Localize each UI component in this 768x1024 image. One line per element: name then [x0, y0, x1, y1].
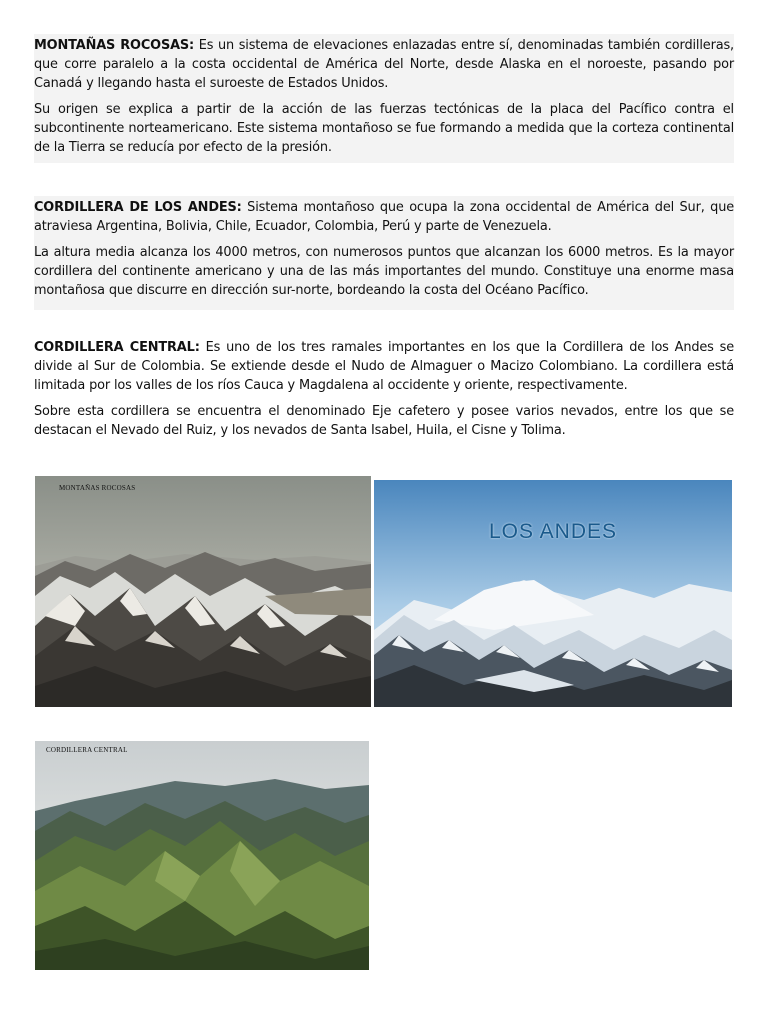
section-andes — [34, 196, 734, 310]
rocosas-paragraph-1 — [34, 36, 734, 93]
photo-los-andes — [374, 480, 732, 707]
rocosas-mountain-image — [35, 476, 371, 707]
andes-paragraph-1 — [34, 198, 734, 236]
photo-cordillera-central — [35, 741, 369, 970]
andes-paragraph-2: La altura media alcanza los 4000 metros, con numerosos puntos que alcanzan los 6000 metros. Es la mayor cordillera del continente americano y una de las más importantes del mundo. Constituye una enorme masa montañosa que discurre en dirección sur-norte, bordeando la costa del Océano Pacífico. — [34, 245, 734, 298]
central-intro: Es uno de los tres ramales importantes en los que la Cordillera de los Andes se divide al Sur de Colombia. Se extiende desde el Nudo de Almaguer o Macizo Colombiano. La cordillera está limitada por los valles de los ríos Cauca y Magdalena al occidente y oriente, respectivamente. — [34, 340, 734, 393]
rocosas-heading: MONTAÑAS ROCOSAS: — [34, 38, 195, 53]
central-paragraph-2: Sobre esta cordillera se encuentra el denominado Eje cafetero y posee varios nevados, entre los que se destacan el Nevado del Ruiz, y los nevados de Santa Isabel, Huila, el Cisne y Tolima. — [34, 404, 734, 438]
rocosas-intro: Es un sistema de elevaciones enlazadas entre sí, denominadas también cordilleras, que corre paralelo a la costa occidental de América del Norte, desde Alaska en el noroeste, pasando por Canadá y llegando hasta el suroeste de Estados Unidos. — [34, 38, 734, 91]
central-mountain-image — [35, 741, 369, 970]
central-paragraph-1 — [34, 338, 734, 395]
andes-photo-caption: LOS ANDES — [488, 520, 618, 543]
section-central — [34, 338, 734, 440]
andes-mountain-image — [374, 480, 732, 707]
andes-heading: CORDILLERA DE LOS ANDES: — [34, 200, 242, 215]
rocosas-photo-caption: MONTAÑAS ROCOSAS — [59, 484, 136, 492]
central-heading: CORDILLERA CENTRAL: — [34, 340, 200, 355]
photo-montanas-rocosas — [35, 476, 371, 707]
andes-intro: Sistema montañoso que ocupa la zona occidental de América del Sur, que atraviesa Argentina, Bolivia, Chile, Ecuador, Colombia, Perú y parte de Venezuela. — [34, 200, 734, 234]
central-photo-caption: CORDILLERA CENTRAL — [46, 746, 128, 754]
section-rocosas — [34, 34, 734, 163]
rocosas-paragraph-2: Su origen se explica a partir de la acción de las fuerzas tectónicas de la placa del Pacífico contra el subcontinente norteamericano. Este sistema montañoso se fue formando a medida que la corteza continental de la Tierra se reducía por efecto de la presión. — [34, 102, 734, 155]
